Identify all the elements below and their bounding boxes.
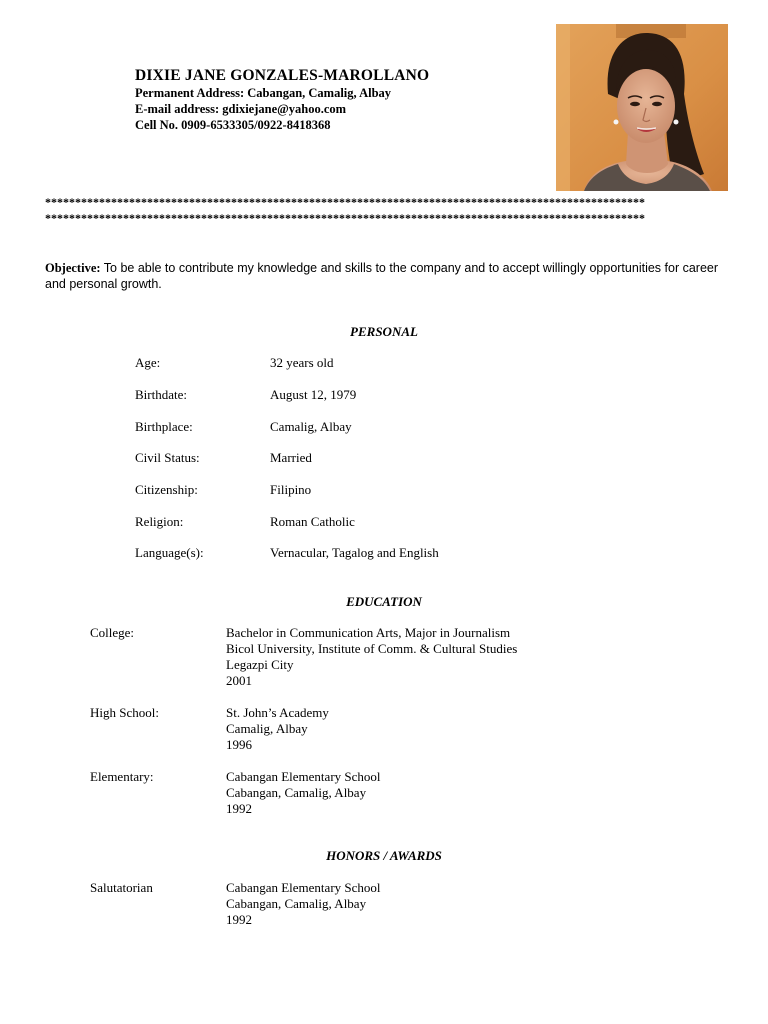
education-label-elementary: Elementary: xyxy=(90,769,154,784)
education-label-college: College: xyxy=(90,625,135,640)
education-line: 1996 xyxy=(226,737,252,752)
personal-value-birthdate: August 12, 1979 xyxy=(270,387,357,402)
personal-label-birthdate: Birthdate: xyxy=(135,387,187,402)
personal-label-languages: Language(s): xyxy=(135,545,204,560)
section-heading-education: EDUCATION xyxy=(346,594,422,609)
personal-value-languages: Vernacular, Tagalog and English xyxy=(270,545,439,560)
education-details-high-school xyxy=(226,705,329,753)
honor-label-salutatorian: Salutatorian xyxy=(90,880,153,895)
objective-label: Objective: xyxy=(45,261,101,275)
objective-text: To be able to contribute my knowledge and skills to the company and to accept willingly opportunities for career and personal growth. xyxy=(45,261,719,291)
honor-details-salutatorian xyxy=(226,880,381,928)
education-details-college xyxy=(226,625,517,689)
personal-value-religion: Roman Catholic xyxy=(270,514,355,529)
section-heading-personal: PERSONAL xyxy=(350,324,418,339)
education-line: St. John’s Academy xyxy=(226,705,329,720)
personal-label-age: Age: xyxy=(135,355,161,370)
personal-label-citizenship: Citizenship: xyxy=(135,482,198,497)
education-line: Legazpi City xyxy=(226,657,294,672)
profile-photo xyxy=(556,24,728,191)
education-line: Camalig, Albay xyxy=(226,721,308,736)
personal-value-citizenship: Filipino xyxy=(270,482,312,497)
personal-value-civil-status: Married xyxy=(270,450,312,465)
personal-label-birthplace: Birthplace: xyxy=(135,419,193,434)
separator-line-1: **************************************************************************************************** xyxy=(45,195,645,209)
objective-paragraph xyxy=(45,261,725,292)
personal-value-age: 32 years old xyxy=(270,355,334,370)
applicant-name: DIXIE JANE GONZALES-MAROLLANO xyxy=(135,67,430,84)
education-line: Bachelor in Communication Arts, Major in Journalism xyxy=(226,625,511,640)
section-heading-honors: HONORS / AWARDS xyxy=(326,848,442,863)
education-line: Bicol University, Institute of Comm. & Cultural Studies xyxy=(226,641,518,656)
education-line: Cabangan, Camalig, Albay xyxy=(226,785,367,800)
education-line: 2001 xyxy=(226,673,252,688)
personal-label-civil-status: Civil Status: xyxy=(135,450,200,465)
cell-number: Cell No. 0909-6533305/0922-8418368 xyxy=(135,118,331,132)
personal-label-religion: Religion: xyxy=(135,514,184,529)
education-label-high-school: High School: xyxy=(90,705,159,720)
education-line: 1992 xyxy=(226,801,252,816)
honor-line: Cabangan Elementary School xyxy=(226,880,381,895)
personal-value-birthplace: Camalig, Albay xyxy=(270,419,352,434)
permanent-address: Permanent Address: Cabangan, Camalig, Albay xyxy=(135,86,392,100)
email-address: E-mail address: gdixiejane@yahoo.com xyxy=(135,102,347,116)
honor-line: 1992 xyxy=(226,912,252,927)
honor-line: Cabangan, Camalig, Albay xyxy=(226,896,367,911)
education-details-elementary xyxy=(226,769,381,817)
education-line: Cabangan Elementary School xyxy=(226,769,381,784)
separator-line-2: **************************************************************************************************** xyxy=(45,211,645,225)
